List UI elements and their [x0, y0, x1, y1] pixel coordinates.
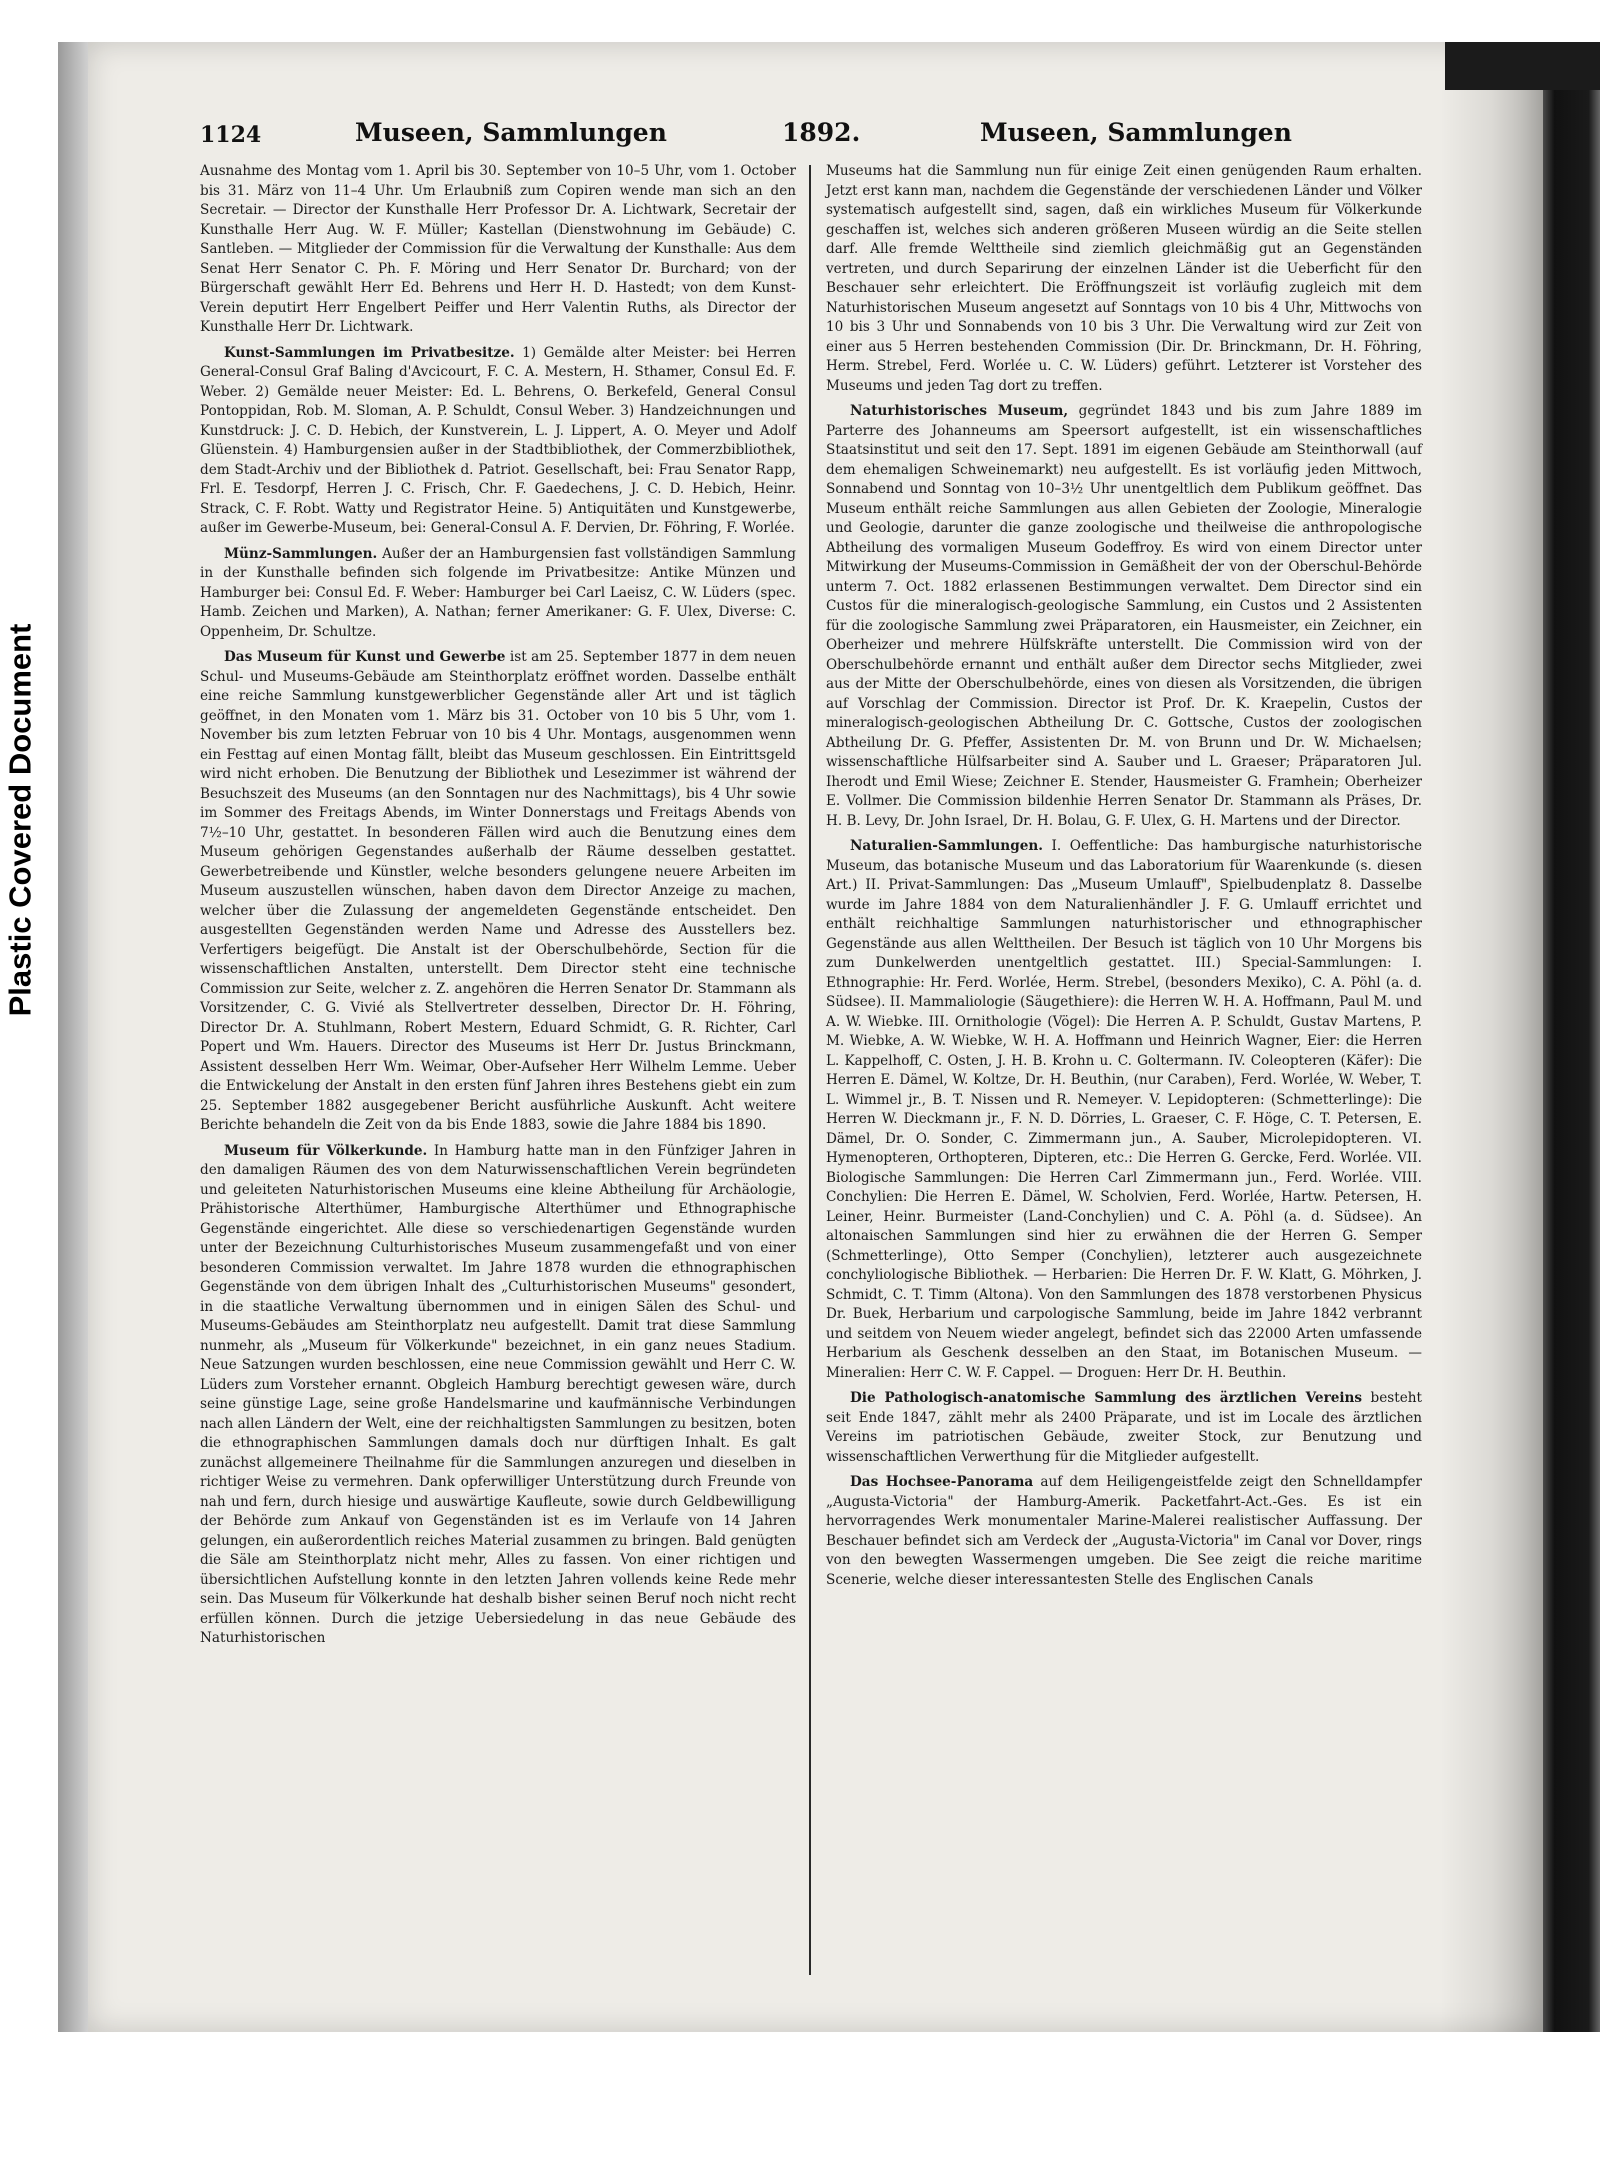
- right-paragraph: [826, 1473, 1422, 1590]
- left-paragraph-text: ist am 25. September 1877 in dem neuen Schul- und Museums-Gebäude am Steinthorplatz eröffnet worden. Dasselbe enthält eine reiche Sammlung kunstgewerblicher Gegenstände aller Art und ist täglich geöffnet, in den Monaten vom 1. März bis 31. October von 10 bis 5 Uhr, vom 1. November bis zum letzten Februar von 10 bis 4 Uhr. Montags, ausgenommen wenn ein Festtag auf einen Montag fällt, bleibt das Museum geschlossen. Ein Eintrittsgeld wird nicht erhoben. Die Benutzung der Bibliothek und Lesezimmer ist während der Besuchszeit des Museums (an den Sonntagen nur des Nachmittags), bis 4 Uhr sowie im Sommer des Freitags Abends, im Winter Donnerstags und Freitags Abends von 7½–10 Uhr, gestattet. In besonderen Fällen wird auch die Benutzung eines dem Museum gehörigen Gegenstandes außerhalb der Räume desselben gestattet. Gewerbetreibende und Künstler, welche besonders gelungene neuere Arbeiten im Museum auszustellen wünschen, haben davon dem Director Anzeige zu machen, welcher über die Zulassung der angemeldeten Gegenstände entscheidet. Den ausgestellten Gegenständen werden Name und Adresse des Ausstellers bez. Verfertigers beigefügt. Die Anstalt ist der Oberschulbehörde, Section für die wissenschaftlichen Anstalten, unterstellt. Dem Director steht eine technische Commission zur Seite, welcher z. Z. angehören die Herren Senator Dr. Stammann als Vorsitzender, C. G. Vivié als Stellvertreter desselben, Director Dr. H. Föhring, Director Dr. A. Stuhlmann, Robert Mestern, Eduard Schmidt, G. R. Richter, Carl Popert und Wm. Hauers. Director des Museums ist Herr Dr. Justus Brinckmann, Assistent desselben Herr Wm. Weimar, Ober-Aufseher Herr Wilhelm Lemme. Ueber die Entwickelung der Anstalt in den ersten fünf Jahren ihres Bestehens giebt ein zum 25. September 1882 ausgegebener Bericht ausführliche Auskunft. Acht weitere Berichte behandeln die Zeit von da bis Ende 1883, sowie die Jahre 1884 bis 1890.: [200, 649, 796, 1133]
- right-paragraph-text: auf dem Heiligengeistfelde zeigt den Schnelldampfer „Augusta-Victoria" der Hamburg-Amerik. Packetfahrt-Act.-Ges. Es ist ein hervorragendes Werk monumentaler Marine-Malerei realistischer Auffassung. Der Beschauer befindet sich am Verdeck der „Augusta-Victoria" im Canal vor Dover, rings von den bewegten Wassermengen umgeben. Die See zeigt die reiche maritime Scenerie, welche dieser interessantesten Stelle des Englischen Canals: [826, 1474, 1422, 1588]
- left-paragraph-text: Ausnahme des Montag vom 1. April bis 30. September von 10–5 Uhr, vom 1. October bis 31. März von 11–4 Uhr. Um Erlaubniß zum Copiren wende man sich an den Secretair. — Director der Kunsthalle Herr Professor Dr. A. Lichtwark, Secretair der Kunsthalle Herr Aug. W. F. Müller; Kastellan (Dienstwohnung im Gebäude) C. Santleben. — Mitglieder der Commission für die Verwaltung der Kunsthalle: Aus dem Senat Herr Senator C. Ph. F. Möring und Herr Senator Dr. Burchard; von der Bürgerschaft gewählt Herr Ed. Behrens und Herr H. D. Hastedt; von dem Kunst-Verein deputirt Herr Engelbert Peiffer und Herr Valentin Ruths, als Director der Kunsthalle Herr Dr. Lichtwark.: [200, 163, 796, 335]
- left-paragraph-text: Außer der an Hamburgensien fast vollständigen Sammlung in der Kunsthalle befinden sich folgende im Privatbesitze: Antike Münzen und Hamburger bei: Consul Ed. F. Weber: Hamburger bei Carl Laeisz, C. W. Lüders (spec. Hamb. Zeichen und Marken), A. Nathan; ferner Amerikaner: G. F. Ulex, Diverse: C. Oppenheim, Dr. Schultze.: [200, 545, 796, 640]
- right-column: [826, 162, 1422, 1596]
- scan-right-edge: [1543, 42, 1600, 2032]
- left-section-heading: Museum für Völkerkunde.: [224, 1142, 428, 1159]
- side-label-text: Plastic Covered Document: [2, 623, 38, 1017]
- right-section-heading: Naturhistorisches Museum,: [850, 403, 1069, 419]
- right-running-title: Museen, Sammlungen: [980, 118, 1292, 147]
- left-paragraph: [200, 648, 796, 1136]
- right-paragraph: [826, 162, 1422, 396]
- year-heading: 1892.: [782, 118, 861, 147]
- left-column: [200, 162, 796, 1655]
- right-section-heading: Die Pathologisch-anatomische Sammlung des ärztlichen Vereins: [850, 1390, 1363, 1406]
- column-divider: [809, 165, 811, 1975]
- right-paragraph: [826, 837, 1422, 1383]
- left-paragraph: [200, 344, 796, 539]
- scan-left-edge: [58, 42, 88, 2032]
- left-section-heading: Münz-Sammlungen.: [224, 545, 378, 562]
- scan-top-right-shadow: [1445, 42, 1600, 90]
- page-number: 1124: [200, 122, 262, 148]
- right-paragraph-text: gegründet 1843 und bis zum Jahre 1889 im Parterre des Johanneums am Speersort aufgestellt, ist ein wissenschaftliches Staatsinstitut und seit den 17. Sept. 1891 im eigenen Gebäude am Steinthorwall (auf dem ehemaligen Schweinemarkt) neu aufgestellt. Es ist vorläufig jeden Mittwoch, Sonnabend und Sonntag von 10–3½ Uhr unentgeltlich dem Publikum geöffnet. Das Museum enthält reiche Sammlungen aus allen Gebieten der Zoologie, Mineralogie und Geologie, darunter die ganze zoologische und theilweise die anthropologische Abtheilung des vormaligen Museum Godeffroy. Es wird von einem Director unter Mitwirkung der Museums-Commission in Gemäßheit der von der Oberschul-Behörde unterm 7. Oct. 1882 erlassenen Bestimmungen verwaltet. Dem Director sind ein Custos für die mineralogisch-geologische Sammlung, ein Custos und 2 Assistenten für die zoologische Sammlung zwei Präparatoren, ein Hausmeister, ein Zeichner, ein Oberheizer und mehrere Hülfskräfte unterstellt. Die Commission wird von der Oberschulbehörde ernannt und enthält außer dem Director sechs Mitglieder, zwei aus der Mitte der Oberschulbehörde, eines von diesen als Vorsitzenden, die übrigen auf Vorschlag der Commission. Director ist Prof. Dr. K. Kraepelin, Custos der mineralogisch-geologischen Abtheilung Dr. C. Gottsche, Custos der zoologischen Abtheilung Dr. G. Pfeffer, Assistenten Dr. M. von Brunn und Dr. W. Michaelsen; wissenschaftliche Hülfsarbeiter sind A. Sauber und L. Graeser; Präparatoren Jul. Iherodt und Emil Wiese; Zeichner E. Stender, Hausmeister G. Framhein; Oberheizer E. Vollmer. Die Commission bildenhie Herren Senator Dr. Stammann als Präses, Dr. H. B. Levy, Dr. John Israel, Dr. H. Bolau, G. F. Ulex, G. H. Martens und der Director.: [826, 403, 1422, 829]
- right-paragraph: [826, 1389, 1422, 1467]
- left-paragraph: [200, 545, 796, 643]
- right-paragraph-text: besteht seit Ende 1847, zählt mehr als 2400 Präparate, und ist im Locale des ärztlichen Vereins im patriotischen Gebäude, zweiter Stock, zur Benutzung und wissenschaftlichen Verwerthung für die Mitglieder aufgestellt.: [826, 1390, 1422, 1465]
- left-paragraph-text: 1) Gemälde alter Meister: bei Herren General-Consul Graf Baling d'Avcicourt, F. C. A. Mestern, H. Sthamer, Consul Ed. F. Weber. 2) Gemälde neuer Meister: Ed. L. Behrens, O. Berkefeld, General Consul Pontoppidan, Rob. M. Sloman, A. P. Schuldt, Consul Weber. 3) Handzeichnungen und Kunstdruck: J. C. D. Hebich, der Kunstverein, L. J. Lippert, A. O. Meyer und Adolf Glüenstein. 4) Hamburgensien außer in der Stadtbibliothek, der Commerzbibliothek, dem Stadt-Archiv und der Bibliothek d. Patriot. Gesellschaft, bei: Frau Senator Rapp, Frl. E. Tesdorpf, Herren J. C. Frisch, Chr. F. Gaedechens, J. C. D. Hebich, Heinr. Strack, C. F. Robt. Watty und Registrator Heine. 5) Antiquitäten und Kunstgewerbe, außer im Gewerbe-Museum, bei: General-Consul A. F. Dervien, Dr. Föhring, F. Worlée.: [200, 344, 796, 536]
- right-section-heading: Naturalien-Sammlungen.: [850, 838, 1043, 854]
- left-paragraph: [200, 162, 796, 338]
- right-paragraph-text: I. Oeffentliche: Das hamburgische naturhistorische Museum, das botanische Museum und das Laboratorium für Waarenkunde (s. diesen Art.) II. Privat-Sammlungen: Das „Museum Umlauff", Spielbudenplatz 8. Dasselbe wurde im Jahre 1884 von dem Naturalienhändler J. F. G. Umlauff errichtet und enthält reichhaltige Sammlungen naturhistorischer und ethnographischer Gegenstände aus allen Welttheilen. Der Besuch ist täglich von 10 Uhr Morgens bis zum Dunkelwerden unentgeltlich gestattet. III.) Special-Sammlungen: I. Ethnographie: Hr. Ferd. Worlée, Herm. Strebel, (besonders Mexiko), C. A. Pöhl (a. d. Südsee). II. Mammaliologie (Säugethiere): die Herren W. H. A. Hoffmann, Paul M. und A. W. Wiebke. III. Ornithologie (Vögel): Die Herren A. P. Schuldt, Gustav Martens, P. M. Wiebke, A. W. Wiebke, W. H. A. Hoffmann und Heinrich Wagner, Eier: die Herren L. Kappelhoff, C. Osten, J. H. B. Krohn u. C. Goltermann. IV. Coleopteren (Käfer): Die Herren E. Dämel, W. Koltze, Dr. H. Beuthin, (nur Caraben), Ferd. Worlée, W. Weber, T. L. Wimmel jr., B. T. Nissen und R. Nemeyer. V. Lepidopteren: (Schmetterlinge): Die Herren W. Dieckmann jr., F. N. D. Dörries, L. Graeser, C. F. Höge, C. T. Petersen, E. Dämel, Dr. O. Sonder, C. Zimmermann jun., A. Sauber, Microlepidopteren. VI. Hymenopteren, Orthopteren, Dipteren, etc.: Die Herren G. Gercke, Ferd. Worlée. VII. Biologische Sammlungen: Die Herren Carl Zimmermann jun., Ferd. Worlée. VIII. Conchylien: Die Herren E. Dämel, W. Scholvien, Ferd. Worlée, Hartw. Petersen, H. Leiner, Heinr. Burmeister (Land-Conchylien) und C. A. Pöhl (a. d. Südsee). An altonaischen Sammlungen sind hier zu erwähnen die der Herren G. Semper (Schmetterlinge), Otto Semper (Conchylien), letzterer auch ausgezeichnete conchyliologische Bibliothek. — Herbarien: Die Herren Dr. F. W. Klatt, G. Möhrken, J. Schmidt, C. T. Timm (Altona). Von den Sammlungen des 1878 verstorbenen Physicus Dr. Buek, Herbarium und carpologische Sammlung, beide im Jahre 1842 verbrannt und seitdem von Neuem wieder angelegt, befindet sich das 22000 Arten umfassende Herbarium als Geschenk desselben an den Staat, im Botanischen Museum. — Mineralien: Herr C. W. F. Cappel. — Droguen: Herr Dr. H. Beuthin.: [826, 838, 1422, 1381]
- side-label: [0, 520, 40, 1120]
- left-running-title: Museen, Sammlungen: [355, 118, 667, 147]
- page-fold-shadow: [1440, 42, 1543, 2032]
- right-paragraph-text: Museums hat die Sammlung nun für einige Zeit einen genügenden Raum erhalten. Jetzt erst kann man, nachdem die Gegenstände der verschiedenen Länder und Völker systematisch aufgestellt sind, sagen, daß ein wirkliches Museum für Völkerkunde geschaffen ist, welches sich anderen größeren Museen würdig an die Seite stellen darf. Alle fremde Welttheile sind ziemlich gleichmäßig gut an Gegenständen vertreten, und durch Separirung der einzelnen Länder ist die Ueberficht für den Beschauer sehr erleichtert. Die Eröffnungszeit ist vorläufig zugleich mit dem Naturhistorischen Museum angesetzt auf Sonntags von 10 bis 4 Uhr, Mittwochs von 10 bis 3 Uhr und Sonnabends von 10 bis 3 Uhr. Die Verwaltung wird zur Zeit von einer aus 5 Herren bestehenden Commission (Dir. Dr. Brinckmann, Dr. H. Föhring, Herm. Strebel, Ferd. Worlée u. C. W. Lüders) geführt. Letzterer ist Vorsteher des Museums und jeden Tag dort zu treffen.: [826, 163, 1422, 394]
- left-paragraph: [200, 1142, 796, 1649]
- left-section-heading: Kunst-Sammlungen im Privatbesitze.: [224, 344, 515, 361]
- right-paragraph: [826, 402, 1422, 831]
- left-paragraph-text: In Hamburg hatte man in den Fünfziger Jahren in den damaligen Räumen des von dem Naturwissenschaftlichen Verein begründeten und geleiteten Naturhistorischen Museums eine kleine Abtheilung für Archäologie, Prähistorische Alterthümer, Hamburgische Alterthümer und Ethnographische Gegenstände eingerichtet. Alle diese so verschiedenartigen Gegenstände wurden unter der Bezeichnung Culturhistorisches Museum zusammengefaßt und von einer besonderen Commission verwaltet. Im Jahre 1878 wurden die ethnographischen Gegenstände von dem übrigen Inhalt des „Culturhistorischen Museums" gesondert, in die staatliche Verwaltung übernommen und in einigen Sälen des Schul- und Museums-Gebäudes am Steinthorplatz neu aufgestellt. Damit trat diese Sammlung nunmehr, als „Museum für Völkerkunde" bezeichnet, in ein ganz neues Stadium. Neue Satzungen wurden beschlossen, eine neue Commission gewählt und Herr C. W. Lüders zum Vorsteher ernannt. Obgleich Hamburg berechtigt gewesen wäre, durch seine günstige Lage, seine große Handelsmarine und kaufmännische Verbindungen nach allen Ländern der Welt, eine der reichhaltigsten Sammlungen zu besitzen, boten die ethnographischen Sammlungen damals doch nur dürftigen Inhalt. Es galt zunächst allgemeinere Theilnahme für die Sammlungen anzuregen und dieselben in richtiger Weise zu vermehren. Dank opferwilliger Unterstützung durch Freunde von nah und fern, durch hiesige und auswärtige Kaufleute, sowie durch Geldbewilligung der Behörde zum Ankauf von Gegenständen ist es im Verlaufe von 14 Jahren gelungen, ein außerordentlich reiches Material zusammen zu bringen. Bald genügten die Säle am Steinthorplatz nicht mehr, Alles zu fassen. Von einer richtigen und übersichtlichen Aufstellung konnte in den letzten Jahren vollends keine Rede mehr sein. Das Museum für Völkerkunde hat deshalb bisher seinen Beruf noch nicht recht erfüllen können. Durch die jetzige Uebersiedelung in das neue Gebäude des Naturhistorischen: [200, 1142, 796, 1646]
- right-section-heading: Das Hochsee-Panorama: [850, 1474, 1034, 1490]
- left-section-heading: Das Museum für Kunst und Gewerbe: [224, 649, 506, 665]
